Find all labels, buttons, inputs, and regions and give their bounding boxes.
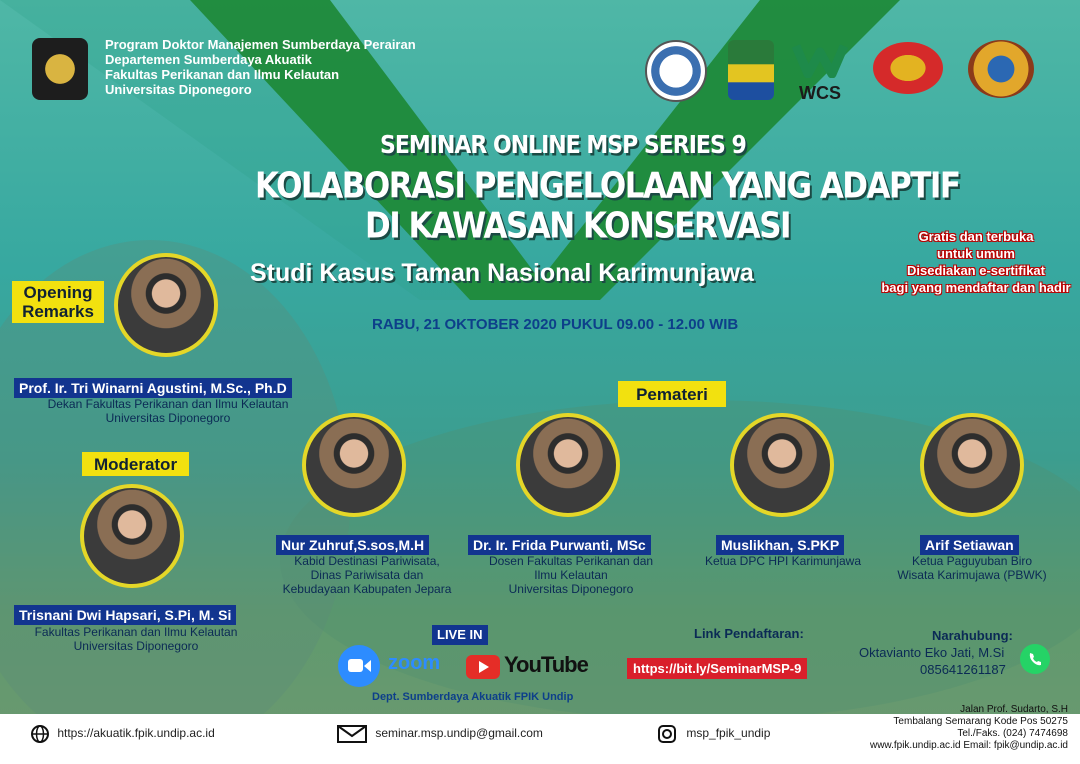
free-event-note	[876, 228, 1076, 296]
dept-channel: Dept. Sumberdaya Akuatik FPIK Undip	[372, 691, 574, 703]
header-text-block	[105, 37, 416, 97]
hpi-logo	[873, 42, 943, 94]
footer-instagram[interactable]	[657, 724, 770, 744]
moderator-role	[14, 625, 258, 653]
speaker-role	[886, 554, 1058, 582]
role-line: Ilmu Kelautan	[534, 568, 608, 582]
youtube-icon	[466, 655, 500, 679]
play-icon	[479, 661, 489, 673]
address-line: www.fpik.undip.ac.id Email: fpik@undip.ac.id	[869, 740, 1068, 751]
footer-address	[870, 704, 1068, 752]
footer-bar	[0, 704, 1080, 764]
youtube-label: YouTube	[504, 652, 588, 677]
phone-icon	[1020, 644, 1050, 674]
jepara-logo	[728, 40, 774, 100]
note-line: Disediakan e-sertifikat	[906, 263, 1045, 278]
event-date: RABU, 21 OKTOBER 2020 PUKUL 09.00 - 12.00 WIB	[372, 316, 739, 333]
role-line: Universitas Diponegoro	[73, 639, 199, 653]
role-line: Ketua Paguyuban Biro	[911, 554, 1033, 568]
main-title-line2: DI KAWASAN KONSERVASI	[365, 205, 791, 247]
zoom-label: zoom	[388, 652, 441, 674]
header-line: Program Doktor Manajemen Sumberdaya Perairan	[105, 37, 416, 52]
role-line: Fakultas Perikanan dan Ilmu Kelautan	[34, 625, 238, 639]
speaker-photo	[516, 413, 620, 517]
role-line: Universitas Diponegoro	[105, 411, 231, 425]
opening-speaker-photo	[114, 253, 218, 357]
speaker-name: Arif Setiawan	[920, 535, 1019, 555]
wcs-label: WCS	[799, 83, 841, 103]
contact-phone: 085641261187	[920, 662, 1006, 677]
moderator-name: Trisnani Dwi Hapsari, S.Pi, M. Si	[14, 605, 236, 625]
contact-name: Oktavianto Eko Jati, M.Si	[859, 645, 1005, 660]
opening-remarks-label	[12, 281, 104, 323]
registration-label: Link Pendaftaran:	[694, 626, 804, 641]
role-line: Kabid Destinasi Pariwisata,	[294, 554, 440, 568]
mail-icon	[336, 724, 368, 744]
speaker-photo	[302, 413, 406, 517]
speaker-name: Nur Zuhruf,S.sos,M.H	[276, 535, 429, 555]
whatsapp-icon[interactable]	[1020, 644, 1050, 674]
series-title: SEMINAR ONLINE MSP SERIES 9	[380, 131, 746, 160]
undip-logo	[32, 38, 88, 100]
pbwk-logo	[968, 40, 1034, 98]
main-title-line1: KOLABORASI PENGELOLAAN YANG ADAPTIF	[255, 165, 960, 207]
speaker-role	[468, 554, 674, 596]
taman-nasional-logo	[645, 40, 707, 102]
speaker-photo	[920, 413, 1024, 517]
address-line: Tembalang Semarang Kode Pos 50275	[893, 716, 1068, 727]
wcs-w-icon	[792, 42, 848, 78]
live-in-label: LIVE IN	[432, 625, 488, 645]
speaker-role	[690, 554, 876, 568]
footer-email[interactable]	[336, 724, 543, 744]
footer-website[interactable]	[30, 724, 215, 744]
zoom-camera-icon	[348, 659, 363, 672]
speaker-name: Dr. Ir. Frida Purwanti, MSc	[468, 535, 651, 555]
email-text: seminar.msp.undip@gmail.com	[375, 726, 543, 741]
moderator-photo	[80, 484, 184, 588]
pemateri-label: Pemateri	[618, 381, 726, 407]
note-line: bagi yang mendaftar dan hadir	[881, 280, 1071, 295]
registration-link[interactable]: https://bit.ly/SeminarMSP-9	[627, 658, 807, 679]
zoom-lens-icon	[364, 660, 371, 672]
opening-label-line: Opening	[23, 283, 93, 302]
role-line: Ketua DPC HPI Karimunjawa	[704, 554, 862, 568]
address-line: Tel./Faks. (024) 7474698	[957, 728, 1068, 739]
opening-speaker-name: Prof. Ir. Tri Winarni Agustini, M.Sc., Ph.D	[14, 378, 292, 398]
instagram-text: msp_fpik_undip	[686, 726, 771, 741]
role-line: Dinas Pariwisata dan	[310, 568, 424, 582]
subtitle: Studi Kasus Taman Nasional Karimunjawa	[250, 259, 754, 287]
moderator-label: Moderator	[82, 452, 189, 476]
globe-icon	[30, 724, 50, 744]
contact-label: Narahubung:	[932, 628, 1013, 643]
opening-speaker-role	[38, 397, 298, 425]
speaker-photo	[730, 413, 834, 517]
website-text: https://akuatik.fpik.undip.ac.id	[57, 726, 215, 741]
address-line: Jalan Prof. Sudarto, S.H	[960, 704, 1068, 715]
role-line: Dosen Fakultas Perikanan dan	[488, 554, 654, 568]
role-line: Kebudayaan Kabupaten Jepara	[282, 582, 452, 596]
note-line: Gratis dan terbuka	[918, 229, 1034, 244]
instagram-icon	[657, 724, 677, 744]
note-line: untuk umum	[937, 246, 1015, 261]
wcs-logo	[792, 42, 848, 103]
speaker-role	[272, 554, 462, 596]
zoom-icon	[338, 645, 380, 687]
role-line: Universitas Diponegoro	[508, 582, 634, 596]
header-line: Universitas Diponegoro	[105, 82, 252, 97]
role-line: Dekan Fakultas Perikanan dan Ilmu Kelautan	[47, 397, 289, 411]
header-line: Fakultas Perikanan dan Ilmu Kelautan	[105, 67, 340, 82]
speaker-name: Muslikhan, S.PKP	[716, 535, 844, 555]
header-line: Departemen Sumberdaya Akuatik	[105, 52, 312, 67]
opening-label-line: Remarks	[22, 302, 94, 321]
role-line: Wisata Karimujawa (PBWK)	[897, 568, 1047, 582]
